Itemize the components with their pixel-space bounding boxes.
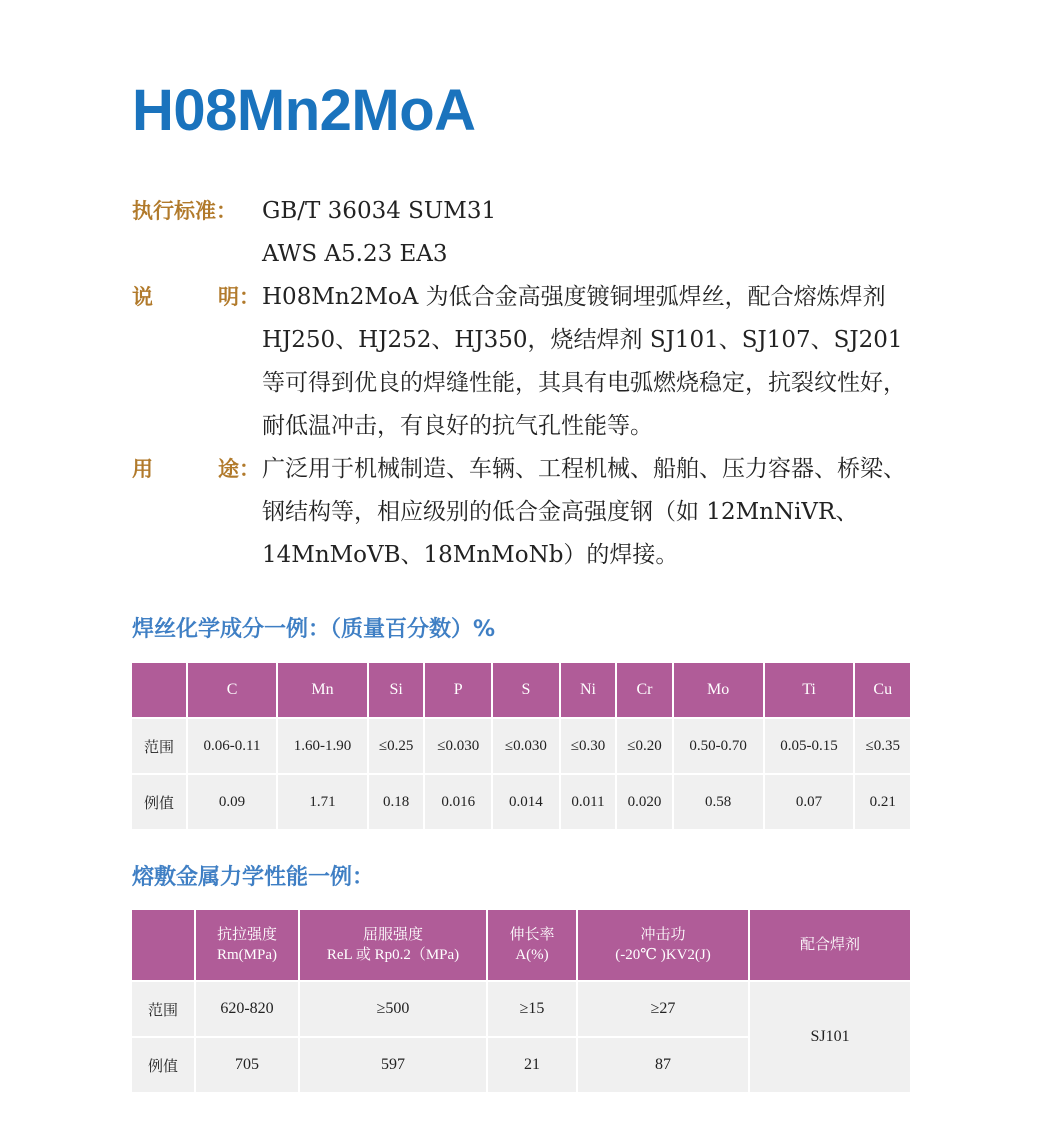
- chem-cell: 0.58: [674, 775, 763, 829]
- chem-cell: 0.18: [369, 775, 423, 829]
- mech-header-impact-unit: (-20℃ )KV2(J): [615, 947, 711, 963]
- description-label-1: 说: [132, 285, 153, 309]
- standard-label: 执行标准：: [132, 199, 237, 223]
- mech-header-tensile: [196, 910, 298, 980]
- standard-value: [262, 190, 922, 276]
- chem-header-cell: Mo: [674, 663, 763, 717]
- chem-header-row: [132, 663, 910, 717]
- chem-header-cell: Ni: [561, 663, 615, 717]
- chem-cell: ≤0.35: [855, 719, 910, 773]
- mech-cell-impact: ≥27: [578, 982, 748, 1036]
- chem-cell: 0.05-0.15: [765, 719, 854, 773]
- chem-cell: ≤0.25: [369, 719, 423, 773]
- usage-text: 广泛用于机械制造、车辆、工程机械、船舶、压力容器、桥梁、钢结构等，相应级别的低合金高强度钢（如 12MnNiVR、14MnMoVB、18MnMoNb）的焊接。: [262, 456, 906, 568]
- chem-range-row: [132, 719, 910, 773]
- mech-header-elongation-zh: 伸长率: [509, 927, 555, 943]
- chem-section-title: 焊丝化学成分一例：（质量百分数）%: [132, 617, 496, 642]
- mech-header-corner: [132, 910, 194, 980]
- chem-cell: 0.011: [561, 775, 615, 829]
- mech-cell-elongation: ≥15: [488, 982, 576, 1036]
- mech-cell-flux: SJ101: [750, 982, 910, 1092]
- chem-header-cell: S: [493, 663, 559, 717]
- chem-header-cell: C: [188, 663, 276, 717]
- mechanical-properties-table: [130, 908, 912, 1094]
- chem-cell: 0.21: [855, 775, 910, 829]
- standard-row: [132, 190, 922, 276]
- chem-header-cell: Si: [369, 663, 423, 717]
- standard-line-1: GB/T 36034 SUM31: [262, 198, 497, 224]
- mech-header-elongation-unit: A(%): [515, 947, 549, 963]
- description-label: [132, 276, 262, 448]
- chem-header-cell: Ti: [765, 663, 854, 717]
- chem-cell: ≤0.20: [617, 719, 671, 773]
- mech-cell-tensile: 705: [196, 1038, 298, 1092]
- description-row: [132, 276, 922, 448]
- chem-cell: 0.020: [617, 775, 671, 829]
- usage-row: [132, 448, 922, 577]
- product-title: H08Mn2MoA: [132, 78, 476, 143]
- mech-header-yield-unit: ReL 或 Rp0.2（MPa): [326, 947, 460, 963]
- chem-header-cell: P: [425, 663, 491, 717]
- description-label-2: 明：: [218, 285, 260, 309]
- chem-cell: 0.016: [425, 775, 491, 829]
- chem-cell: 0.09: [188, 775, 276, 829]
- chem-header-cell: Mn: [278, 663, 367, 717]
- mech-header-tensile-zh: 抗拉强度: [216, 927, 277, 943]
- chem-cell: 1.60-1.90: [278, 719, 367, 773]
- chemical-composition-table: [130, 661, 912, 831]
- product-info: [132, 190, 922, 577]
- mech-header-row: [132, 910, 910, 980]
- chem-cell: ≤0.030: [425, 719, 491, 773]
- mech-cell-impact: 87: [578, 1038, 748, 1092]
- mech-row-label: 范围: [132, 982, 194, 1036]
- chem-cell: 0.50-0.70: [674, 719, 763, 773]
- usage-label-1: 用: [132, 457, 153, 481]
- chem-typical-row: [132, 775, 910, 829]
- chem-header-cell: Cr: [617, 663, 671, 717]
- chem-cell: ≤0.30: [561, 719, 615, 773]
- mech-header-flux: 配合焊剂: [750, 910, 910, 980]
- mech-range-row: [132, 982, 910, 1036]
- mech-cell-yield: ≥500: [300, 982, 486, 1036]
- mech-header-yield-zh: 屈服强度: [362, 927, 423, 943]
- mech-cell-tensile: 620-820: [196, 982, 298, 1036]
- mech-header-tensile-unit: Rm(MPa): [217, 947, 277, 963]
- chem-header-cell: [132, 663, 186, 717]
- chem-row-label: 例值: [132, 775, 186, 829]
- chem-header-cell: Cu: [855, 663, 910, 717]
- mech-header-impact: [578, 910, 748, 980]
- description-text: H08Mn2MoA 为低合金高强度镀铜埋弧焊丝，配合熔炼焊剂 HJ250、HJ252、HJ350，烧结焊剂 SJ101、SJ107、SJ201等可得到优良的焊缝性能，其具有电弧燃烧稳定，抗裂纹性好，耐低温冲击，有良好的抗气孔性能等。: [262, 284, 906, 439]
- mech-section-title: 熔敷金属力学性能一例：: [132, 865, 375, 890]
- chem-cell: 0.06-0.11: [188, 719, 276, 773]
- chem-cell: ≤0.030: [493, 719, 559, 773]
- mech-header-yield: [300, 910, 486, 980]
- usage-label: [132, 448, 262, 577]
- chem-cell: 1.71: [278, 775, 367, 829]
- chem-cell: 0.07: [765, 775, 854, 829]
- mech-header-elongation: [488, 910, 576, 980]
- mech-cell-elongation: 21: [488, 1038, 576, 1092]
- mech-row-label: 例值: [132, 1038, 194, 1092]
- standard-line-2: AWS A5.23 EA3: [262, 241, 448, 267]
- usage-label-2: 途：: [218, 457, 260, 481]
- chem-cell: 0.014: [493, 775, 559, 829]
- chem-row-label: 范围: [132, 719, 186, 773]
- mech-header-impact-zh: 冲击功: [640, 927, 686, 943]
- mech-cell-yield: 597: [300, 1038, 486, 1092]
